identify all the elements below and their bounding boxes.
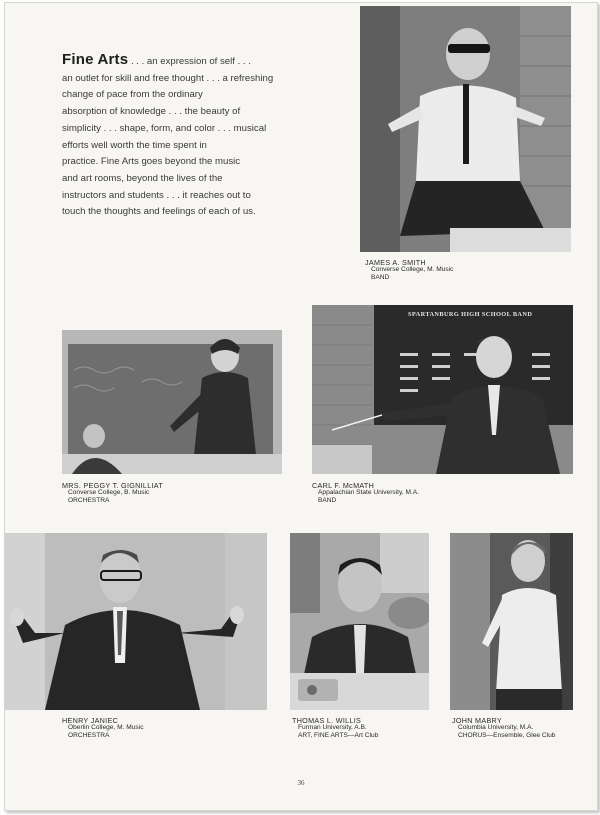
intro-line: simplicity . . . shape, form, and color . . . musical	[62, 122, 267, 134]
photo-peggy-gignilliat	[62, 330, 282, 474]
faculty-subject: CHORUS—Ensemble, Glee Club	[458, 731, 556, 739]
intro-line: . . . an expression of self . . .	[130, 56, 251, 67]
intro-line: touch the thoughts and feelings of each of us.	[62, 206, 256, 218]
faculty-name: JAMES A. SMITH	[365, 258, 426, 267]
faculty-name: CARL F. McMATH	[312, 481, 375, 490]
faculty-degree: Oberlin College, M. Music	[68, 724, 144, 732]
faculty-subject: ORCHESTRA	[68, 496, 110, 504]
faculty-name: HENRY JANIEC	[62, 716, 119, 725]
photo-henry-janiec	[5, 533, 267, 710]
intro-line: efforts well worth the time spent in	[62, 139, 207, 151]
faculty-name: MRS. PEGGY T. GIGNILLIAT	[62, 481, 164, 490]
band-board-sign: SPARTANBURG HIGH SCHOOL BAND	[408, 311, 533, 318]
intro-paragraph	[62, 52, 312, 221]
faculty-subject: BAND	[318, 496, 337, 504]
caption-john-mabry	[452, 717, 555, 739]
faculty-name: THOMAS L. WILLIS	[292, 716, 362, 725]
photo-james-smith	[360, 6, 571, 252]
faculty-degree: Furman University, A.B.	[298, 724, 367, 732]
caption-carl-mcmath	[312, 482, 419, 504]
intro-line: an outlet for skill and free thought . . . a refreshing	[62, 72, 274, 84]
faculty-degree: Appalachian State University, M.A.	[318, 489, 420, 497]
intro-line: and art rooms, beyond the lives of the	[62, 172, 223, 184]
faculty-subject: BAND	[371, 273, 390, 281]
intro-line: practice. Fine Arts goes beyond the music	[62, 156, 241, 168]
intro-line: change of pace from the ordinary	[62, 89, 203, 101]
faculty-degree: Converse College, B. Music	[68, 489, 150, 497]
photo-carl-mcmath	[312, 305, 573, 474]
caption-thomas-willis	[292, 717, 378, 739]
caption-henry-janiec	[62, 717, 144, 739]
caption-james-smith	[365, 259, 453, 281]
section-title: Fine Arts	[62, 51, 129, 68]
faculty-subject: ART, FINE ARTS—Art Club	[298, 731, 379, 739]
yearbook-page	[4, 2, 598, 811]
photo-thomas-willis	[290, 533, 429, 710]
faculty-name: JOHN MABRY	[452, 716, 502, 725]
page-number: 36	[297, 779, 305, 787]
caption-peggy-gignilliat	[62, 482, 163, 504]
faculty-subject: ORCHESTRA	[68, 731, 110, 739]
photo-john-mabry	[450, 533, 573, 710]
faculty-degree: Columbia University, M.A.	[458, 724, 534, 732]
intro-line: instructors and students . . . it reaches out to	[62, 189, 251, 201]
intro-line: absorption of knowledge . . . the beauty of	[62, 106, 241, 118]
faculty-degree: Converse College, M. Music	[371, 266, 454, 274]
